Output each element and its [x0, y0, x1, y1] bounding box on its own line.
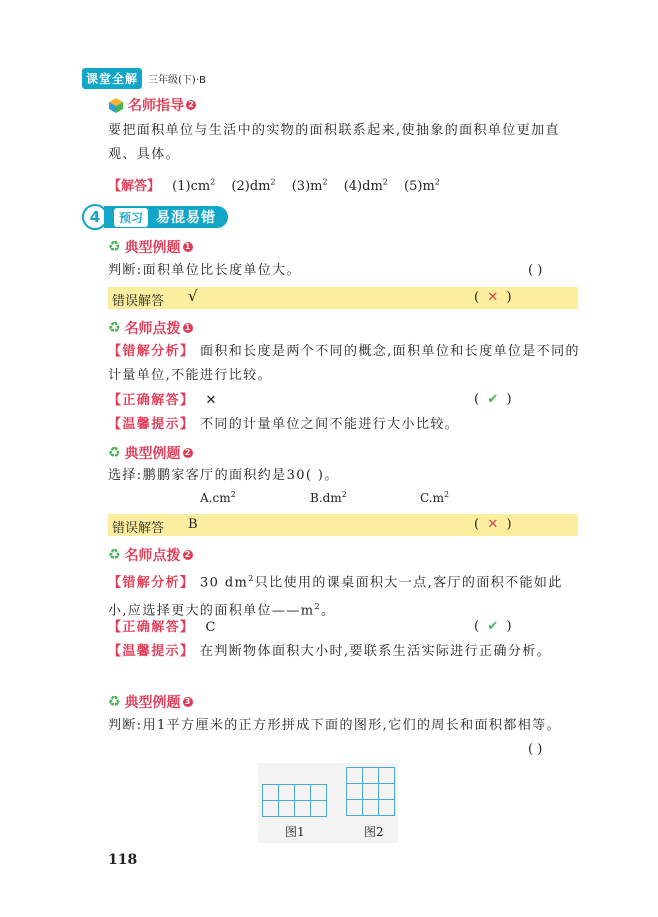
section-tag-preview: 预习 [114, 208, 148, 227]
guide-num: 2 [186, 100, 196, 110]
answer-tag: 【解答】 [108, 179, 161, 194]
example1-analysis: 【错解分析】 面积和长度是两个不同的概念,面积单位和长度单位是不同的计量单位,不能进行比较。 [108, 344, 580, 383]
answer-4: $(4)dm^2$ [343, 177, 388, 194]
option-b: $B.dm^2$ [310, 490, 347, 505]
example2-correct: 【正确解答】 C [108, 620, 217, 635]
check-icon: ✔ [487, 619, 499, 634]
wrong-mark-group: ( ✕ ) [474, 290, 512, 305]
correct-mark-group: ( ✔ ) [474, 392, 512, 407]
cross-icon: ✕ [487, 517, 499, 532]
figure-1-caption: 图1 [285, 825, 305, 839]
wrong-mark-group: ( ✕ ) [474, 517, 512, 532]
example2-analysis: 【错解分析】 30 $dm^2$只比使用的课桌面积大一点,客厅的面积不能如此小,应选择更大的面积单位$——m^2$。 [108, 574, 563, 619]
figure-1-grid [262, 784, 327, 817]
example1-paren: ( ) [528, 263, 543, 278]
wrong-answer: B [188, 517, 198, 532]
wrong-answer: √ [188, 287, 198, 305]
correct-mark-group: ( ✔ ) [474, 619, 512, 634]
cross-icon: ✕ [487, 290, 499, 305]
answer-3: $(3)m^2$ [291, 177, 328, 194]
recycle-icon: ♻ [108, 320, 121, 336]
tip1-heading: ♻ 名师点拨 1 [108, 318, 193, 338]
header [82, 68, 206, 89]
example3-paren: ( ) [528, 742, 543, 757]
book-logo: 课堂全解 [82, 68, 142, 89]
cube-icon [108, 97, 124, 113]
section-title: 易混易错 [156, 210, 217, 226]
answer-1: $(1)cm^2$ [172, 177, 216, 194]
example1-heading: ♻ 典型例题 1 [108, 237, 193, 257]
check-icon: ✔ [487, 392, 499, 407]
option-c: $C.m^2$ [420, 490, 450, 505]
section-number: 4 [82, 204, 108, 230]
example1-correct: 【正确解答】 ✕ [108, 393, 218, 408]
example2-heading: ♻ 典型例题 2 [108, 443, 193, 463]
recycle-icon: ♻ [108, 547, 121, 563]
example2-question: 选择:鹏鹏家客厅的面积约是30( )。 [108, 468, 339, 483]
wrong-label: 错误解答 [112, 521, 165, 536]
recycle-icon: ♻ [108, 445, 121, 461]
wrong-label: 错误解答 [112, 294, 165, 309]
figure-2-grid [346, 767, 395, 816]
guide-answers [108, 175, 440, 194]
figure-2-caption: 图2 [364, 825, 384, 839]
page-number: 118 [108, 852, 138, 868]
example1-question: 判断:面积单位比长度单位大。 [108, 263, 301, 278]
recycle-icon: ♻ [108, 694, 121, 710]
section-bar [104, 206, 228, 228]
guide-text: 要把面积单位与生活中的实物的面积联系起来,使抽象的面积单位更加直观、具体。 [108, 123, 560, 162]
guide-title: 名师指导 [128, 98, 184, 114]
tip2-heading: ♻ 名师点拨 2 [108, 545, 193, 565]
example3-question: 判断:用1平方厘米的正方形拼成下面的图形,它们的周长和面积都相等。 [108, 718, 561, 733]
recycle-icon: ♻ [108, 239, 121, 255]
section-banner [82, 204, 228, 230]
example2-hint: 【温馨提示】 在判断物体面积大小时,要联系生活实际进行正确分析。 [108, 644, 552, 659]
grade-label: 三年级(下)·B [148, 75, 206, 86]
answer-2: $(2)dm^2$ [231, 177, 276, 194]
option-a: $A.cm^2$ [200, 490, 236, 505]
answer-5: $(5)m^2$ [404, 177, 440, 194]
example1-hint: 【温馨提示】 不同的计量单位之间不能进行大小比较。 [108, 417, 460, 432]
guide-heading [108, 95, 196, 115]
example3-heading: ♻ 典型例题 3 [108, 692, 193, 712]
